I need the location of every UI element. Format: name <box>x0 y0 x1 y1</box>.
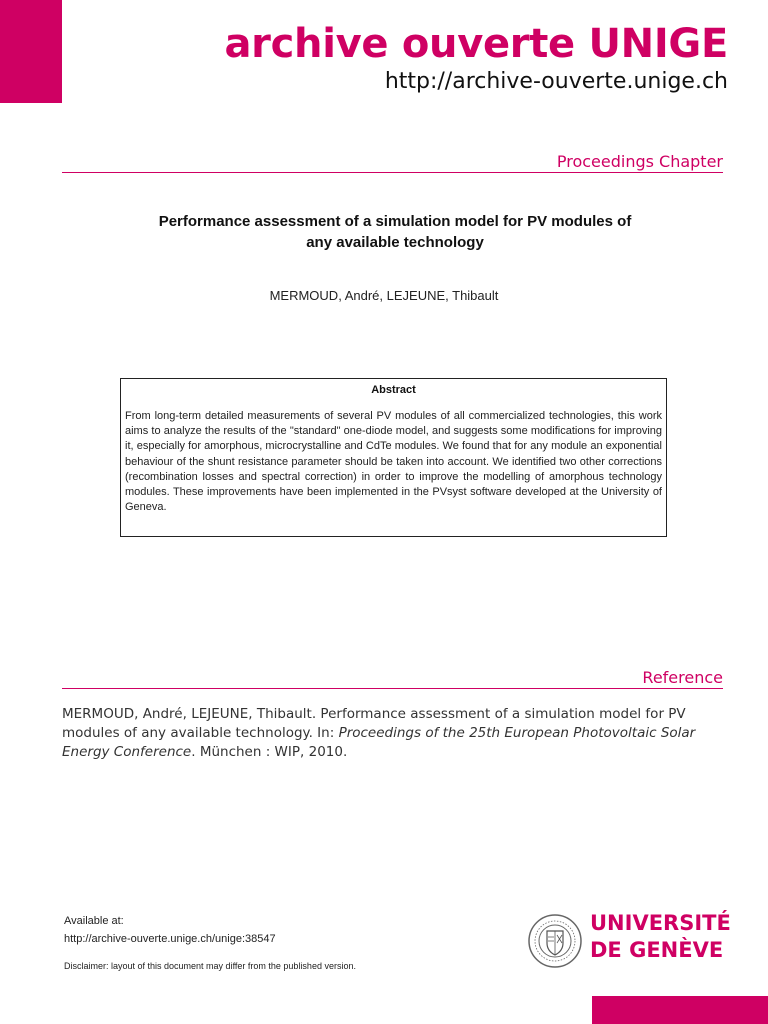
document-title-line1: Performance assessment of a simulation model for PV modules of <box>158 213 632 230</box>
citation-proceedings-title: Proceedings of the 25th European Photovoltaic Solar Energy Conference <box>62 725 696 760</box>
university-name-line1: UNIVERSITÉ <box>590 911 731 935</box>
citation-prefix: MERMOUD, André, LEJEUNE, Thibault. Performance assessment of a simulation model for PV modules of any available technology. In: <box>62 706 686 741</box>
reference-label: Reference <box>642 668 723 687</box>
section-divider <box>62 172 723 173</box>
brand-color-block <box>0 0 62 103</box>
archive-url[interactable]: http://archive-ouverte.unige.ch <box>384 69 728 94</box>
document-type-label: Proceedings Chapter <box>556 152 723 171</box>
archive-title: archive ouverte UNIGE <box>224 21 728 67</box>
disclaimer-text: Disclaimer: layout of this document may differ from the published version. <box>64 961 356 971</box>
document-authors: MERMOUD, André, LEJEUNE, Thibault <box>269 288 499 303</box>
document-title-line2: any available technology <box>306 234 484 251</box>
reference-citation <box>62 705 726 762</box>
section-divider <box>62 688 723 689</box>
document-title <box>100 211 690 253</box>
abstract-box <box>120 378 667 537</box>
available-at-label: Available at: <box>64 915 124 927</box>
available-at-url[interactable]: http://archive-ouverte.unige.ch/unige:38547 <box>64 933 276 945</box>
abstract-text: From long-term detailed measurements of several PV modules of all commercialized technologies, this work aims to analyze the results of the "standard" one-diode model, and suggests some modifications for improving it, especially for amorphous, microcrystalline and CdTe modules. We found that for any module an exponential behaviour of the shunt resistance parameter should be taken into account. We identified two other corrections (recombination losses and spectral correction) in order to improve the modelling of amorphous technology modules. These improvements have been implemented in the PVsyst software developed at the University of Geneva. <box>125 410 662 514</box>
abstract-heading: Abstract <box>371 384 416 396</box>
university-name <box>590 910 731 964</box>
brand-color-block-bottom <box>592 996 768 1024</box>
citation-suffix: . München : WIP, 2010. <box>191 744 348 760</box>
university-name-line2: DE GENÈVE <box>590 938 724 962</box>
university-seal-icon <box>527 913 583 969</box>
